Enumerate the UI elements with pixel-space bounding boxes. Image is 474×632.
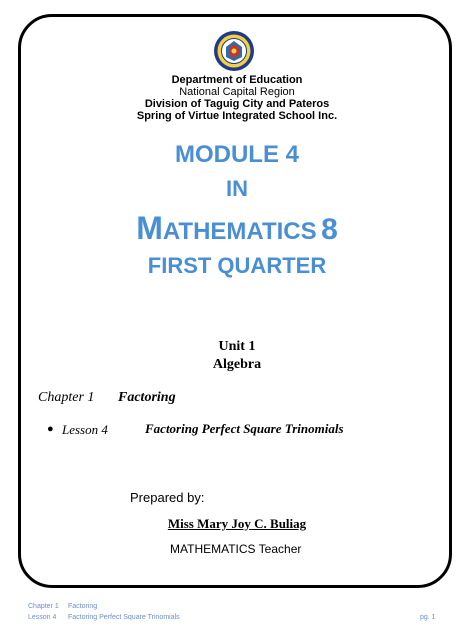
subject-title	[0, 210, 474, 253]
region-name: National Capital Region	[179, 86, 295, 98]
chapter-name: Factoring	[118, 390, 176, 405]
module-title: MODULE 4	[174, 141, 299, 168]
quarter-title: FIRST QUARTER	[147, 253, 327, 278]
prepared-by-label: Prepared by:	[130, 490, 205, 505]
grade-number: 8	[321, 213, 338, 246]
footer-lesson-label: Lesson 4	[28, 614, 57, 621]
unit-number: Unit 1	[218, 339, 256, 354]
footer-page-number: pg. 1	[420, 614, 436, 621]
author-role: MATHEMATICS Teacher	[170, 542, 302, 556]
school-name: Spring of Virtue Integrated School Inc.	[136, 110, 338, 122]
division-name: Division of Taguig City and Pateros	[144, 98, 330, 110]
unit-name: Algebra	[212, 357, 262, 372]
school-seal-icon	[213, 30, 255, 72]
department-name: Department of Education	[171, 74, 303, 86]
subject-rest: ATHEMATICS	[162, 218, 317, 245]
lesson-label: Lesson 4	[62, 422, 108, 437]
module-in: IN	[226, 176, 248, 201]
lesson-bullet: ●	[47, 423, 54, 435]
footer-chapter-label: Chapter 1	[28, 603, 59, 610]
author-name: Miss Mary Joy C. Buliag	[167, 516, 307, 531]
lesson-name: Factoring Perfect Square Trinomials	[145, 421, 344, 436]
footer-lesson-name: Factoring Perfect Square Trinomials	[68, 614, 180, 621]
chapter-label: Chapter 1	[38, 390, 95, 405]
subject-initial: M	[136, 210, 163, 246]
footer-chapter-name: Factoring	[68, 603, 98, 610]
